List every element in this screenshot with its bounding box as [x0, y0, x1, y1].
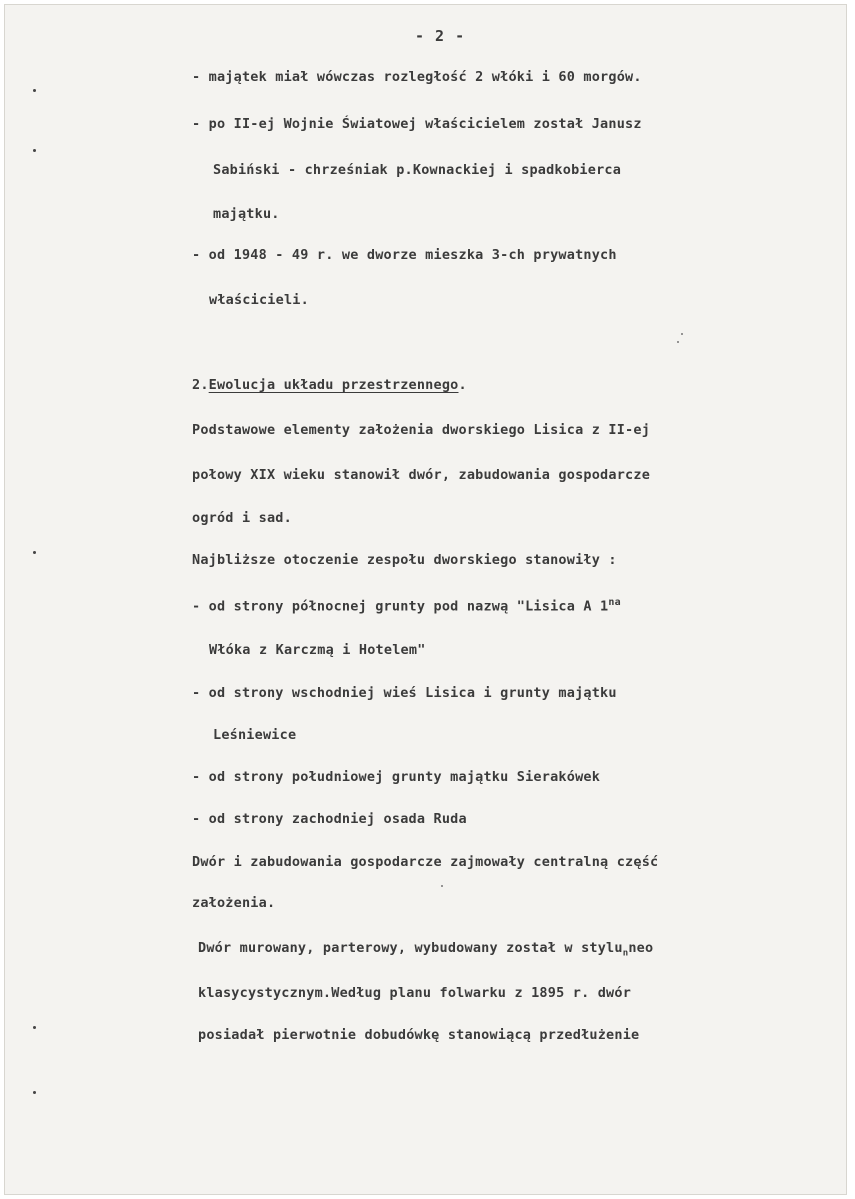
list-item-west: - od strony zachodniej osada Ruda: [192, 811, 467, 827]
margin-mark: [33, 551, 36, 554]
paper-speck: [681, 333, 683, 335]
text-line-21: klasycystycznym.Według planu folwarku z 1895 r. dwór: [198, 985, 632, 1001]
list-item-south: - od strony południowej grunty majątku Sierakówek: [192, 769, 601, 785]
text-line-19: założenia.: [192, 895, 276, 911]
text-line-11: Najbliższe otoczenie zespołu dworskiego stanowiły :: [192, 552, 617, 568]
text-line-9: połowy XIX wieku stanowił dwór, zabudowania gospodarcze: [192, 467, 651, 483]
margin-mark: [33, 1026, 36, 1029]
list-item-north-text: - od strony północnej grunty pod nazwą "Lisica A 1: [192, 598, 609, 615]
text-line-5: - od 1948 - 49 r. we dworze mieszka 3-ch prywatnych: [192, 247, 617, 263]
list-item-north-superscript: na: [608, 597, 621, 608]
margin-mark: [33, 1091, 36, 1094]
text-line-2: - po II-ej Wojnie Światowej właścicielem został Janusz: [192, 116, 642, 132]
page-number: - 2 -: [415, 27, 466, 45]
text-line-1: - majątek miał wówczas rozległość 2 włóki i 60 morgów.: [192, 69, 642, 85]
text-line-20-end: neo: [628, 940, 654, 956]
section-title: Ewolucja układu przestrzennego: [208, 377, 459, 393]
paper-speck: [677, 341, 679, 343]
margin-mark: [33, 149, 36, 152]
text-line-20-main: Dwór murowany, parterowy, wybudowany został w stylu: [198, 940, 623, 956]
text-line-20: [198, 940, 653, 959]
section-number: 2.: [192, 377, 209, 393]
list-item-east: - od strony wschodniej wieś Lisica i grunty majątku: [192, 685, 617, 701]
document-page: [4, 4, 847, 1195]
section-heading: [192, 377, 467, 393]
text-line-4: majątku.: [213, 206, 280, 222]
list-item-north: [192, 597, 621, 615]
text-line-8: Podstawowe elementy założenia dworskiego Lisica z II-ej: [192, 422, 651, 438]
list-item-east-continued: Leśniewice: [213, 727, 297, 743]
section-heading-period: .: [458, 377, 467, 393]
paper-speck: [441, 885, 443, 887]
text-line-10: ogród i sad.: [192, 510, 292, 526]
text-line-20-subscript: n: [622, 948, 629, 959]
text-line-3: Sabiński - chrześniak p.Kownackiej i spadkobierca: [213, 162, 622, 178]
text-line-22: posiadał pierwotnie dobudówkę stanowiącą przedłużenie: [198, 1027, 640, 1043]
text-line-6: właścicieli.: [209, 292, 309, 308]
text-line-18: Dwór i zabudowania gospodarcze zajmowały centralną część: [192, 854, 659, 870]
list-item-north-continued: Włóka z Karczmą i Hotelem": [209, 642, 426, 658]
margin-mark: [33, 89, 36, 92]
